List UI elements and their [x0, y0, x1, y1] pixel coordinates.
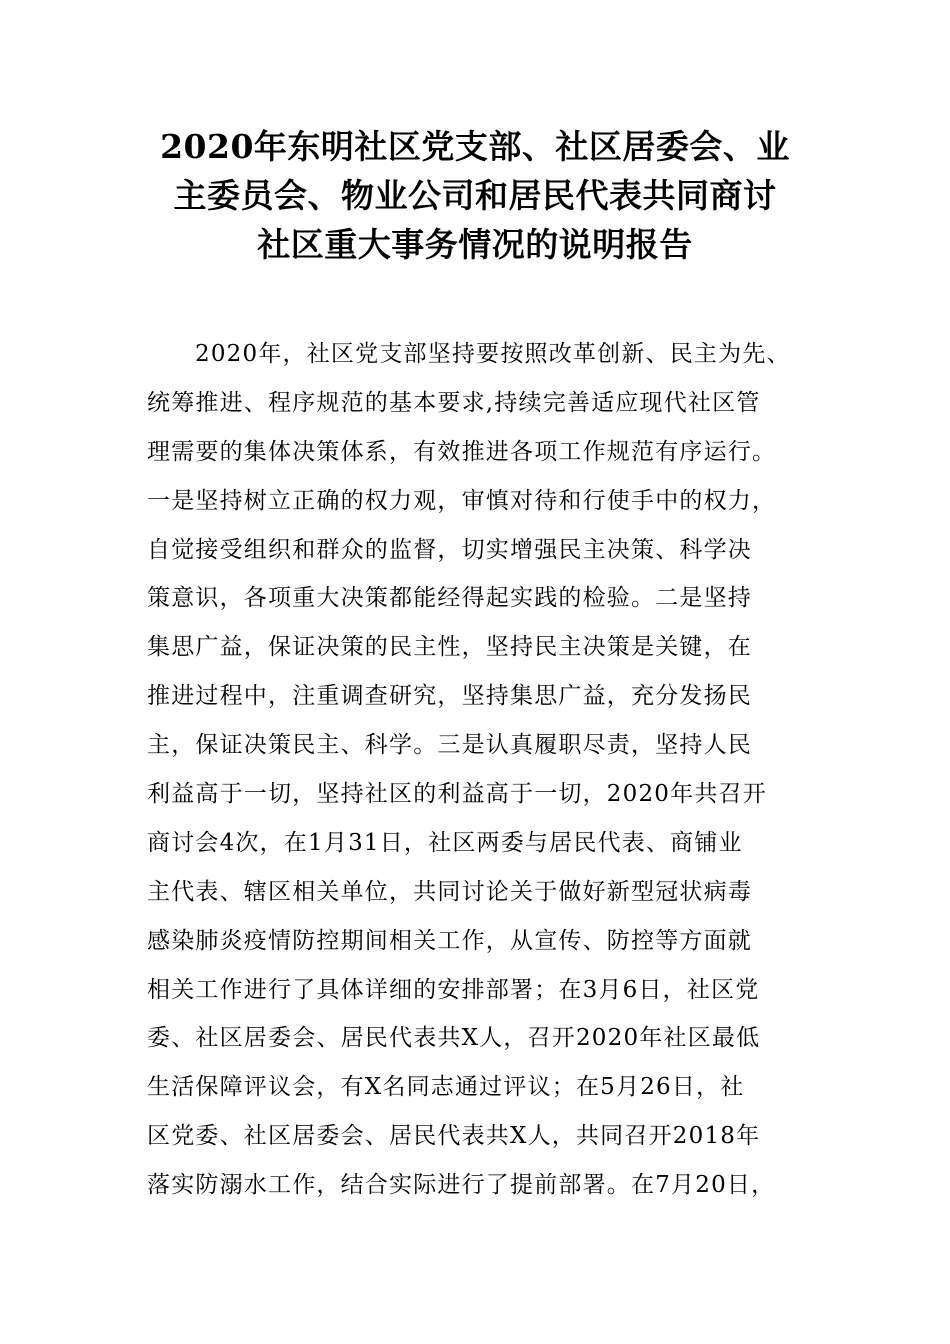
document-body	[147, 330, 807, 1210]
body-line: 商讨会4次，在1月31日，社区两委与居民代表、商铺业	[147, 829, 743, 856]
body-line: 主，保证决策民主、科学。三是认真履职尽责，坚持人民	[147, 732, 752, 759]
body-line: 一是坚持树立正确的权力观，审慎对待和行使手中的权力，	[147, 487, 777, 514]
body-line: 主代表、辖区相关单位，共同讨论关于做好新型冠状病毒	[147, 878, 752, 905]
body-line: 策意识，各项重大决策都能经得起实践的检验。二是坚持	[147, 585, 752, 612]
body-line: 区党委、社区居委会、居民代表共X人，共同召开2018年	[147, 1123, 761, 1150]
body-line: 相关工作进行了具体详细的安排部署；在3月6日，社区党	[147, 976, 760, 1003]
document-title	[140, 122, 810, 269]
body-line: 2020年，社区党支部坚持要按照改革创新、民主为先、	[195, 341, 791, 367]
title-line: 主委员会、物业公司和居民代表共同商讨	[173, 176, 777, 215]
body-line: 统筹推进、程序规范的基本要求,持续完善适应现代社区管	[147, 389, 761, 416]
body-line: 理需要的集体决策体系，有效推进各项工作规范有序运行。	[147, 438, 777, 465]
body-line: 落实防溺水工作，结合实际进行了提前部署。在7月20日，	[147, 1172, 776, 1199]
body-line: 集思广益，保证决策的民主性，坚持民主决策是关键，在	[147, 634, 752, 661]
body-line: 利益高于一切，坚持社区的利益高于一切，2020年共召开	[147, 781, 767, 808]
body-line: 生活保障评议会，有X名同志通过评议；在5月26日，社	[147, 1074, 745, 1101]
title-line: 社区重大事务情况的说明报告	[257, 225, 693, 264]
body-line: 自觉接受组织和群众的监督，切实增强民主决策、科学决	[147, 536, 752, 563]
body-line: 推进过程中，注重调查研究，坚持集思广益，充分发扬民	[147, 683, 752, 710]
body-line: 委、社区居委会、居民代表共X人，召开2020年社区最低	[147, 1025, 761, 1052]
body-line: 感染肺炎疫情防控期间相关工作，从宣传、防控等方面就	[147, 927, 752, 954]
title-line: 2020年东明社区党支部、社区居委会、业	[160, 127, 790, 166]
